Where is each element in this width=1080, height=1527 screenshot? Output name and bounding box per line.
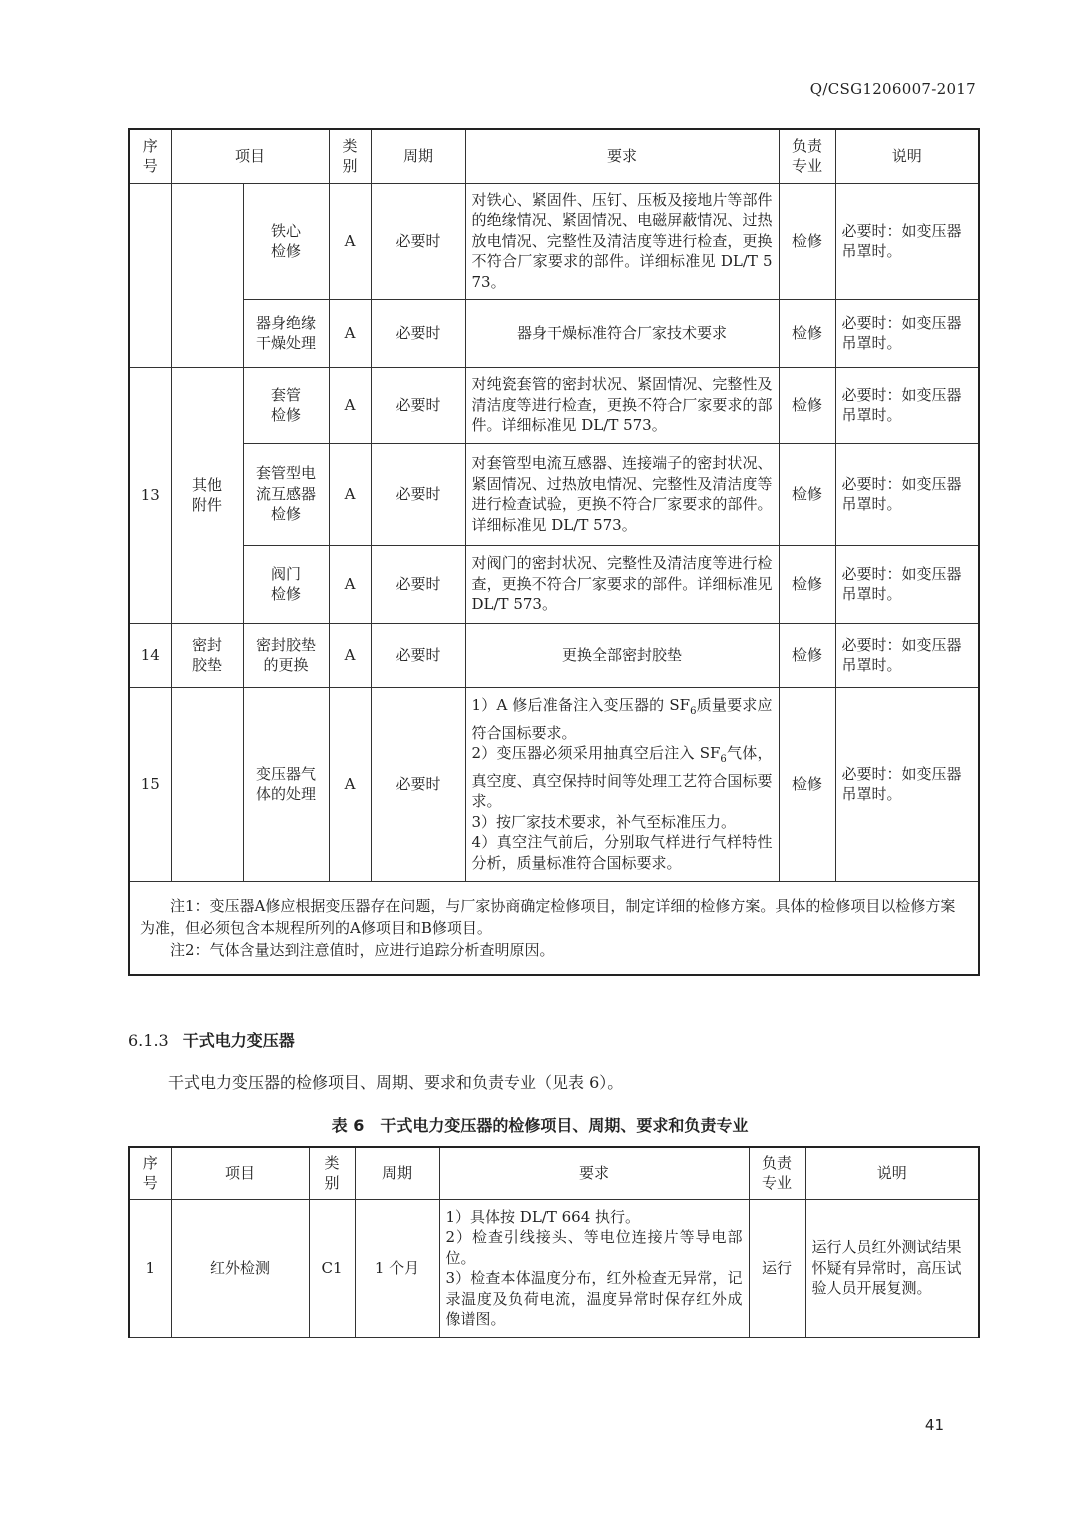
responsible: 运行 bbox=[749, 1199, 805, 1337]
responsible: 检修 bbox=[779, 183, 835, 299]
header-seq: 序 号 bbox=[129, 1147, 171, 1199]
header-requirement: 要求 bbox=[465, 129, 779, 183]
group-name: 密封 胶垫 bbox=[171, 623, 243, 687]
responsible: 检修 bbox=[779, 687, 835, 881]
header-remark: 说明 bbox=[805, 1147, 979, 1199]
responsible: 检修 bbox=[779, 545, 835, 623]
header-category: 类 别 bbox=[329, 129, 371, 183]
remark: 必要时：如变压器吊罩时。 bbox=[835, 545, 979, 623]
group-name bbox=[171, 687, 243, 881]
period: 必要时 bbox=[371, 183, 465, 299]
header-item: 项目 bbox=[171, 129, 329, 183]
page-number: 41 bbox=[924, 1416, 944, 1434]
table-header-row bbox=[129, 1147, 979, 1199]
header-remark: 说明 bbox=[835, 129, 979, 183]
section-heading bbox=[128, 1028, 295, 1051]
category: A bbox=[329, 545, 371, 623]
item-name: 红外检测 bbox=[171, 1199, 309, 1337]
remark: 必要时：如变压器吊罩时。 bbox=[835, 623, 979, 687]
table-row bbox=[129, 623, 979, 687]
period: 必要时 bbox=[371, 299, 465, 367]
responsible: 检修 bbox=[779, 367, 835, 443]
notes-row bbox=[129, 881, 979, 975]
sub-item: 变压器气 体的处理 bbox=[243, 687, 329, 881]
requirement: 对铁心、紧固件、压钉、压板及接地片等部件的绝缘情况、紧固情况、电磁屏蔽情况、过热放电情况、完整性及清洁度等进行检查，更换不符合厂家要求的部件。详细标准见 DL/T 573。 bbox=[465, 183, 779, 299]
group-name: 其他 附件 bbox=[171, 367, 243, 623]
category: A bbox=[329, 443, 371, 545]
table-row bbox=[129, 1199, 979, 1337]
responsible: 检修 bbox=[779, 443, 835, 545]
header-seq: 序 号 bbox=[129, 129, 171, 183]
seq-cell-empty bbox=[129, 183, 171, 367]
sub-item: 密封胶垫 的更换 bbox=[243, 623, 329, 687]
requirement-line-4: 4）真空注气前后，分别取气样进行气样特性分析，质量标准符合国标要求。 bbox=[471, 833, 773, 872]
period: 必要时 bbox=[371, 443, 465, 545]
period: 1 个月 bbox=[355, 1199, 439, 1337]
sub-item: 套管型电 流互感器 检修 bbox=[243, 443, 329, 545]
requirement: 对阀门的密封状况、完整性及清洁度等进行检查，更换不符合厂家要求的部件。详细标准见 DL/T 573。 bbox=[465, 545, 779, 623]
sub-item: 阀门 检修 bbox=[243, 545, 329, 623]
period: 必要时 bbox=[371, 367, 465, 443]
category: A bbox=[329, 367, 371, 443]
table-notes bbox=[129, 881, 979, 975]
seq-number: 13 bbox=[129, 367, 171, 623]
table-row bbox=[129, 545, 979, 623]
category: A bbox=[329, 183, 371, 299]
note-2: 注2：气体含量达到注意值时，应进行追踪分析查明原因。 bbox=[170, 940, 555, 959]
document-code: Q/CSG1206007-2017 bbox=[809, 80, 976, 98]
header-category: 类 别 bbox=[309, 1147, 355, 1199]
period: 必要时 bbox=[371, 545, 465, 623]
header-period: 周期 bbox=[355, 1147, 439, 1199]
responsible: 检修 bbox=[779, 299, 835, 367]
requirement: 对纯瓷套管的密封状况、紧固情况、完整性及清洁度等进行检查，更换不符合厂家要求的部件。详细标准见 DL/T 573。 bbox=[465, 367, 779, 443]
requirement: 1）具体按 DL/T 664 执行。 2）检查引线接头、等电位连接片等导电部位。 3）检查本体温度分布，红外检查无异常，记录温度及负荷电流，温度异常时保存红外成像谱图。 bbox=[439, 1199, 749, 1337]
header-responsible: 负责 专业 bbox=[779, 129, 835, 183]
remark: 必要时：如变压器吊罩时。 bbox=[835, 687, 979, 881]
remark: 必要时：如变压器吊罩时。 bbox=[835, 299, 979, 367]
responsible: 检修 bbox=[779, 623, 835, 687]
table-row bbox=[129, 687, 979, 881]
table-row bbox=[129, 443, 979, 545]
requirement-line-2: 2）变压器必须采用抽真空后注入 $SF_6$气体，真空度、真空保持时间等处理工艺符合国标要求。 bbox=[471, 744, 773, 810]
seq-number: 14 bbox=[129, 623, 171, 687]
table-row bbox=[129, 367, 979, 443]
sub-item: 套管 检修 bbox=[243, 367, 329, 443]
requirement-line-1: 1）A 修后准备注入变压器的 $SF_6$质量要求应符合国标要求。 bbox=[471, 696, 773, 742]
section-title: 干式电力变压器 bbox=[182, 1031, 295, 1050]
dry-transformer-table bbox=[128, 1146, 980, 1338]
period: 必要时 bbox=[371, 623, 465, 687]
remark: 必要时：如变压器吊罩时。 bbox=[835, 443, 979, 545]
period: 必要时 bbox=[371, 687, 465, 881]
category: A bbox=[329, 687, 371, 881]
category: A bbox=[329, 299, 371, 367]
table-row bbox=[129, 299, 979, 367]
remark: 必要时：如变压器吊罩时。 bbox=[835, 183, 979, 299]
section-number: 6.1.3 bbox=[128, 1031, 169, 1050]
requirement: 更换全部密封胶垫 bbox=[465, 623, 779, 687]
table-caption: 表 6 干式电力变压器的检修项目、周期、要求和负责专业 bbox=[331, 1116, 749, 1135]
section-paragraph: 干式电力变压器的检修项目、周期、要求和负责专业（见表 6）。 bbox=[168, 1073, 624, 1092]
remark: 运行人员红外测试结果怀疑有异常时，高压试验人员开展复测。 bbox=[805, 1199, 979, 1337]
table-row bbox=[129, 183, 979, 299]
remark: 必要时：如变压器吊罩时。 bbox=[835, 367, 979, 443]
requirement: 器身干燥标准符合厂家技术要求 bbox=[465, 299, 779, 367]
seq-number: 15 bbox=[129, 687, 171, 881]
category: A bbox=[329, 623, 371, 687]
group-cell-empty bbox=[171, 183, 243, 367]
requirement: 对套管型电流互感器、连接端子的密封状况、紧固情况、过热放电情况、完整性及清洁度等进行检查试验，更换不符合厂家要求的部件。详细标准见 DL/T 573。 bbox=[465, 443, 779, 545]
table-header-row bbox=[129, 129, 979, 183]
seq-number: 1 bbox=[129, 1199, 171, 1337]
sub-item: 器身绝缘 干燥处理 bbox=[243, 299, 329, 367]
header-item: 项目 bbox=[171, 1147, 309, 1199]
category: C1 bbox=[309, 1199, 355, 1337]
header-responsible: 负责 专业 bbox=[749, 1147, 805, 1199]
requirement bbox=[465, 687, 779, 881]
sub-item: 铁心 检修 bbox=[243, 183, 329, 299]
requirement-line-3: 3）按厂家技术要求，补气至标准压力。 bbox=[471, 812, 737, 831]
header-requirement: 要求 bbox=[439, 1147, 749, 1199]
header-period: 周期 bbox=[371, 129, 465, 183]
maintenance-table-continued bbox=[128, 128, 980, 976]
note-1: 注1：变压器A修应根据变压器存在问题，与厂家协商确定检修项目，制定详细的检修方案。具体的检修项目以检修方案为准，但必须包含本规程所列的A修项目和B修项目。 bbox=[140, 896, 956, 937]
